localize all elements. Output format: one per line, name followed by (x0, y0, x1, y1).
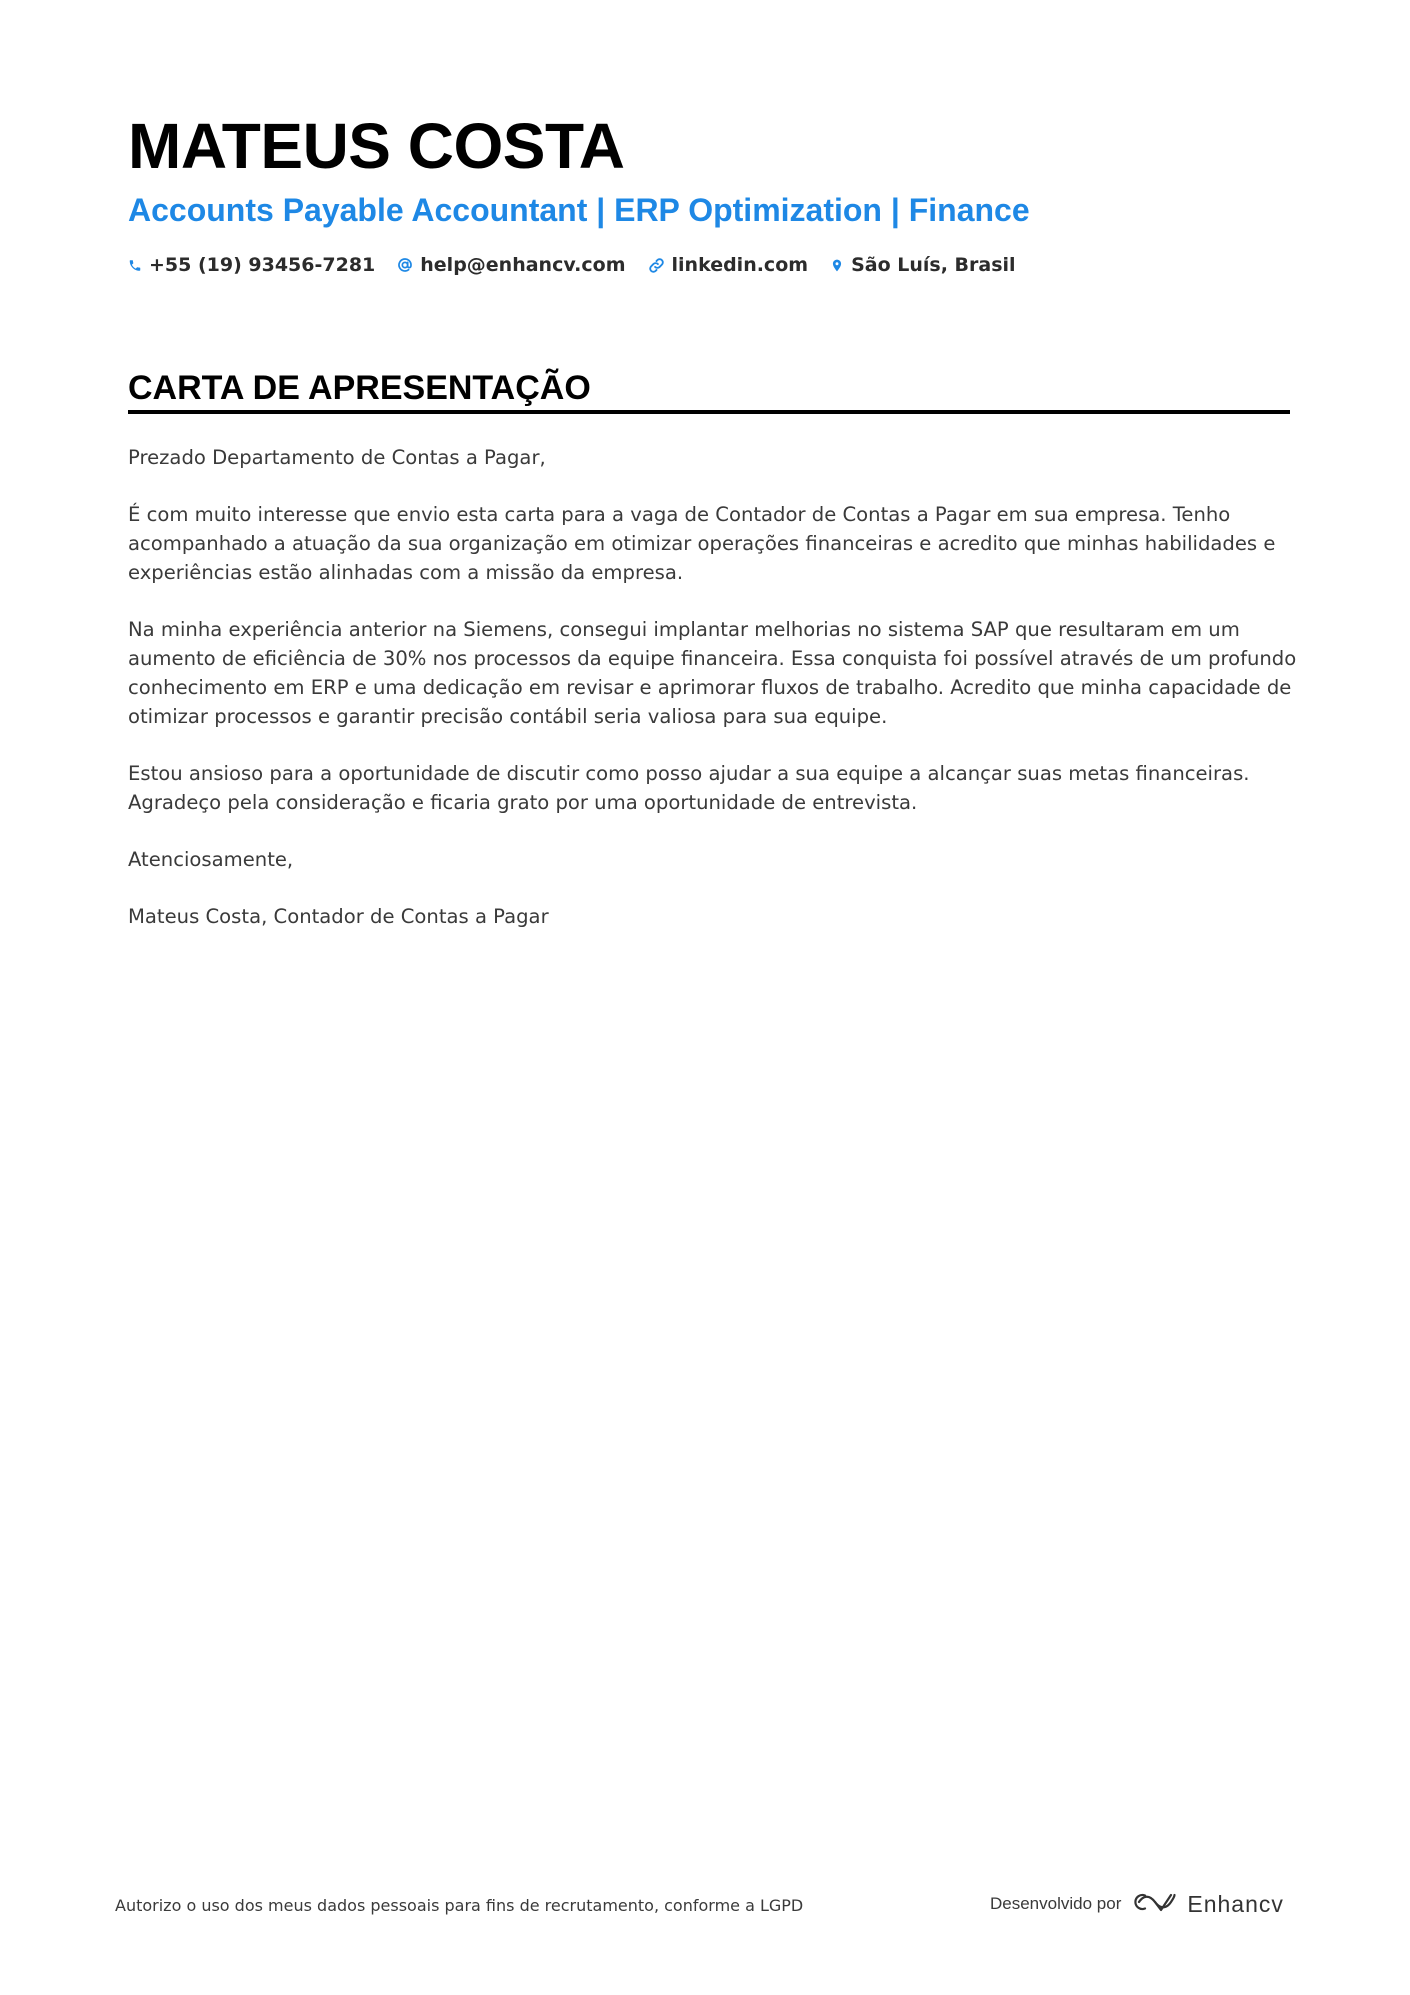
candidate-headline: Accounts Payable Accountant | ERP Optimization | Finance (128, 192, 1030, 228)
at-sign-icon (397, 257, 413, 273)
contact-phone[interactable] (128, 254, 375, 276)
letter-greeting: Prezado Departamento de Contas a Pagar, (128, 446, 546, 469)
phone-text: +55 (19) 93456-7281 (149, 254, 376, 276)
contact-linkedin[interactable] (648, 254, 809, 276)
section-title: CARTA DE APRESENTAÇÃO (128, 369, 591, 407)
contact-bar (128, 254, 1016, 276)
powered-by-label: Desenvolvido por (990, 1894, 1122, 1913)
letter-paragraph: Na minha experiência anterior na Siemens, consegui implantar melhorias no sistema SAP que resultaram em um aumento de eficiência de 30% nos processos da equipe financeira. Essa conquista foi possível através de um profundo conhecimento em ERP e uma dedicação em revisar e aprimorar fluxos de trabalho. Acredito que minha capacidade de otimizar processos e garantir precisão contábil seria valiosa para sua equipe. (128, 618, 1297, 728)
letter-paragraph: É com muito interesse que envio esta carta para a vaga de Contador de Contas a Pagar em sua empresa. Tenho acompanhado a atuação da sua organização em otimizar operações financeiras e acredito que minhas habilidades e experiências estão alinhadas com a missão da empresa. (128, 503, 1276, 584)
link-icon (648, 257, 665, 274)
section-divider (128, 410, 1290, 414)
email-text: help@enhancv.com (420, 254, 626, 276)
linkedin-text: linkedin.com (671, 254, 809, 276)
contact-location (830, 254, 1015, 276)
location-pin-icon (830, 257, 844, 274)
powered-by-badge[interactable] (990, 1890, 1284, 1918)
letter-paragraph: Estou ansioso para a oportunidade de discutir como posso ajudar a sua equipe a alcançar suas metas financeiras. Agradeço pela consideração e ficaria grato por uma oportunidade de entrevista. (128, 762, 1250, 814)
letter-body (128, 443, 1298, 959)
letter-signature: Mateus Costa, Contador de Contas a Pagar (128, 905, 549, 928)
contact-email[interactable] (397, 254, 625, 276)
candidate-name: MATEUS COSTA (128, 110, 625, 182)
consent-note: Autorizo o uso dos meus dados pessoais para fins de recrutamento, conforme a LGPD (115, 1896, 804, 1915)
enhancv-logo-icon (1131, 1890, 1177, 1918)
letter-closing: Atenciosamente, (128, 848, 294, 871)
brand-name: Enhancv (1187, 1890, 1284, 1917)
location-text: São Luís, Brasil (851, 254, 1016, 276)
phone-icon (128, 258, 142, 273)
